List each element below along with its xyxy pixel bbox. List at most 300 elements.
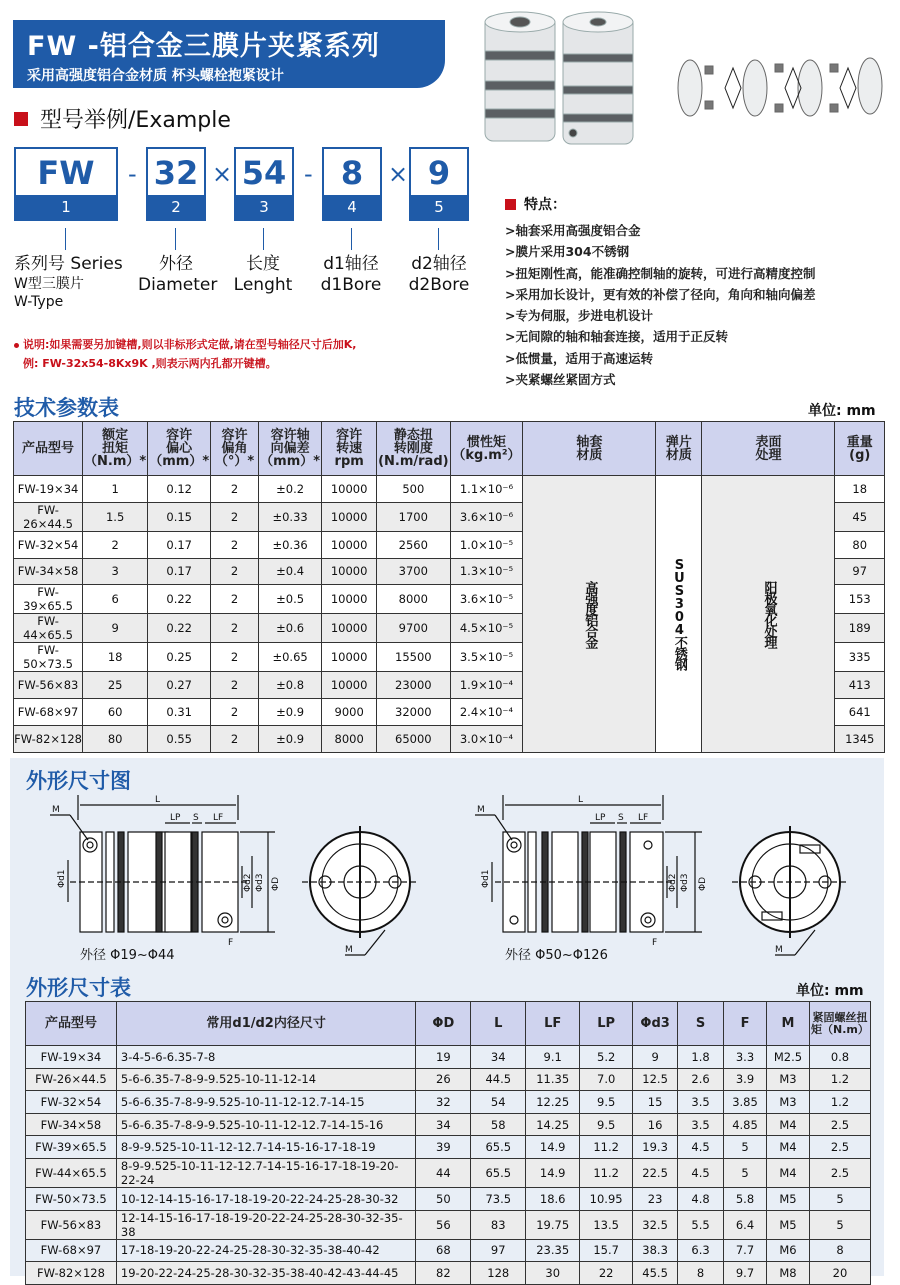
table-cell: 8000 <box>322 725 377 752</box>
label-length <box>228 254 298 296</box>
tech-table-title: 技术参数表 <box>14 396 119 420</box>
label-line: W-Type <box>14 294 64 310</box>
table-cell: 3.6×10⁻⁵ <box>450 585 523 614</box>
table-cell: 9 <box>633 1046 678 1069</box>
table-cell: M4 <box>766 1136 809 1159</box>
table-cell: 3 <box>83 558 148 585</box>
table-cell: 56 <box>416 1210 471 1239</box>
header-line: 惯性矩 <box>466 434 506 450</box>
dim-label-d2: Φd2 <box>668 873 678 892</box>
table-cell: 5.2 <box>580 1046 633 1069</box>
code-box-d2 <box>409 147 469 221</box>
dim-label-LP: LP <box>595 813 606 823</box>
table-cell: FW-44×65.5 <box>14 614 83 643</box>
table-cell: 2 <box>211 585 259 614</box>
product-photo <box>475 6 895 154</box>
code-box-diameter <box>146 147 206 221</box>
dim-label-D: ΦD <box>698 876 708 891</box>
table-cell: 3.6×10⁻⁶ <box>450 502 523 531</box>
connector-line <box>175 228 176 250</box>
header-line: rpm <box>334 454 364 469</box>
header-line: (N.m/rad) <box>378 454 449 469</box>
table-cell: 13.5 <box>580 1210 633 1239</box>
table-cell: 73.5 <box>471 1187 526 1210</box>
table-cell: 9.5 <box>580 1113 633 1136</box>
table-cell: 4.8 <box>678 1187 724 1210</box>
coupling-photo-1 <box>485 12 555 141</box>
table-cell: 1.1×10⁻⁶ <box>450 476 523 503</box>
label-line: 长度 <box>246 254 280 274</box>
table-cell: 3700 <box>377 558 451 585</box>
table-header-cell: F <box>724 1002 767 1046</box>
table-cell: 10000 <box>322 614 377 643</box>
dim-label-LP: LP <box>170 813 181 823</box>
header-line: （mm）* <box>260 454 321 469</box>
table-cell: 3.5×10⁻⁵ <box>450 643 523 672</box>
drawing-title: 外形尺寸图 <box>26 769 131 793</box>
table-cell: 3.85 <box>724 1091 767 1114</box>
table-cell: 9.1 <box>526 1046 580 1069</box>
table-cell: FW-32×54 <box>14 531 83 558</box>
table-cell: 97 <box>471 1239 526 1262</box>
code-box-d1 <box>322 147 382 221</box>
table-cell: 44.5 <box>471 1068 526 1091</box>
table-cell: 4.85 <box>724 1113 767 1136</box>
table-cell: 10000 <box>322 531 377 558</box>
header-line: 重量 <box>846 434 873 450</box>
table-cell: FW-34×58 <box>26 1113 117 1136</box>
code-index: 2 <box>148 195 204 219</box>
table-cell: 39 <box>416 1136 471 1159</box>
dim-label-L: L <box>155 795 161 805</box>
table-cell: FW-68×97 <box>26 1239 117 1262</box>
table-cell: 0.25 <box>148 643 211 672</box>
table-cell: ±0.33 <box>258 502 321 531</box>
label-line: Lenght <box>233 275 293 295</box>
table-cell: 1.0×10⁻⁵ <box>450 531 523 558</box>
label-line: 外径 <box>159 254 193 274</box>
header-line: 容许 <box>221 428 248 443</box>
table-cell: 8000 <box>377 585 451 614</box>
table-cell: 2 <box>211 502 259 531</box>
table-header-cell <box>14 422 83 476</box>
table-cell: 9000 <box>322 699 377 726</box>
table-cell: 20 <box>809 1262 870 1285</box>
table-cell: 335 <box>835 643 885 672</box>
table-cell: ±0.5 <box>258 585 321 614</box>
table-cell: 1 <box>83 476 148 503</box>
table-cell: ±0.9 <box>258 699 321 726</box>
table-cell: 58 <box>471 1113 526 1136</box>
table-cell: 8 <box>809 1239 870 1262</box>
table-cell: M2.5 <box>766 1046 809 1069</box>
caption-small: 外径 Φ19~Φ44 <box>80 948 175 963</box>
label-line: W型三膜片 <box>14 276 84 292</box>
exploded-view <box>678 58 882 116</box>
table-cell: 10.95 <box>580 1187 633 1210</box>
table-cell: ±0.2 <box>258 476 321 503</box>
table-header-cell <box>83 422 148 476</box>
table-cell: 44 <box>416 1158 471 1187</box>
table-cell: 0.8 <box>809 1046 870 1069</box>
table-cell: 1.9×10⁻⁴ <box>450 672 523 699</box>
table-header-cell: L <box>471 1002 526 1046</box>
table-cell: 9 <box>83 614 148 643</box>
table-cell: 1.8 <box>678 1046 724 1069</box>
table-cell: 2 <box>211 614 259 643</box>
table-cell: 16 <box>633 1113 678 1136</box>
table-cell: 0.12 <box>148 476 211 503</box>
code-value: 9 <box>427 154 451 192</box>
table-cell: 22 <box>580 1262 633 1285</box>
table-cell: 4.5×10⁻⁵ <box>450 614 523 643</box>
table-cell: 83 <box>471 1210 526 1239</box>
table-cell: 8-9-9.525-10-11-12-12.7-14-15-16-17-18-19 <box>116 1136 415 1159</box>
table-cell: 6.4 <box>724 1210 767 1239</box>
header-line: （mm）* <box>149 454 210 469</box>
code-separator: - <box>128 160 137 188</box>
table-cell: 2 <box>211 531 259 558</box>
table-row <box>26 1113 871 1136</box>
table-header-row <box>14 422 885 476</box>
header-line: 静态扭 <box>393 428 433 443</box>
table-row <box>26 1091 871 1114</box>
table-row <box>26 1136 871 1159</box>
table-cell: 1.3×10⁻⁵ <box>450 558 523 585</box>
bullet-square-icon <box>505 199 516 210</box>
table-cell: 65000 <box>377 725 451 752</box>
table-cell: 2 <box>211 643 259 672</box>
table-cell: 6.3 <box>678 1239 724 1262</box>
table-cell: 12.25 <box>526 1091 580 1114</box>
table-cell: ±0.8 <box>258 672 321 699</box>
table-cell: 68 <box>416 1239 471 1262</box>
table-cell: M3 <box>766 1091 809 1114</box>
table-cell: 19.3 <box>633 1136 678 1159</box>
table-cell: 18 <box>835 476 885 503</box>
table-cell: 17-18-19-20-22-24-25-28-30-32-35-38-40-42 <box>116 1239 415 1262</box>
header-line: （N.m）* <box>84 454 147 469</box>
table-cell: 32000 <box>377 699 451 726</box>
table-cell: 1345 <box>835 725 885 752</box>
dim-label-F: F <box>228 938 234 948</box>
table-cell: 2 <box>211 672 259 699</box>
table-cell: 0.31 <box>148 699 211 726</box>
table-cell: FW-82×128 <box>14 725 83 752</box>
code-value: 54 <box>241 154 287 192</box>
table-cell: 2 <box>211 699 259 726</box>
table-cell: 7.7 <box>724 1239 767 1262</box>
page-title: FW -铝合金三膜片夹紧系列 <box>27 31 380 62</box>
table-cell: 22.5 <box>633 1158 678 1187</box>
table-cell: 1700 <box>377 502 451 531</box>
dim-label-S: S <box>618 813 624 823</box>
dim-label-M: M <box>345 945 353 955</box>
feature-item: >扭矩刚性高，能准确控制轴的旋转，可进行高精度控制 <box>505 265 816 281</box>
dim-label-S: S <box>193 813 199 823</box>
table-cell: 26 <box>416 1068 471 1091</box>
table-header-cell: ΦD <box>416 1002 471 1046</box>
example-title: 型号举例/Example <box>40 108 231 133</box>
table-cell: FW-39×65.5 <box>26 1136 117 1159</box>
header-line: 偏心 <box>166 441 193 456</box>
table-cell: 11.2 <box>580 1136 633 1159</box>
table-cell: FW-34×58 <box>14 558 83 585</box>
table-cell: ±0.65 <box>258 643 321 672</box>
table-cell: 3.5 <box>678 1113 724 1136</box>
table-cell: 38.3 <box>633 1239 678 1262</box>
drawing-small-coupling <box>40 790 440 970</box>
table-cell: 0.15 <box>148 502 211 531</box>
table-cell: 19 <box>416 1046 471 1069</box>
table-cell: ±0.6 <box>258 614 321 643</box>
table-cell: 11.2 <box>580 1158 633 1187</box>
table-cell: 500 <box>377 476 451 503</box>
table-cell: 0.27 <box>148 672 211 699</box>
dimension-table <box>25 1001 871 1285</box>
table-cell: 3-4-5-6-6.35-7-8 <box>116 1046 415 1069</box>
table-header-cell <box>450 422 523 476</box>
table-cell: 8-9-9.525-10-11-12-12.7-14-15-16-17-18-19-20-22-24 <box>116 1158 415 1187</box>
dim-label-D: ΦD <box>271 876 281 891</box>
code-separator: - <box>304 160 313 188</box>
tech-table-unit: 单位: mm <box>808 403 876 419</box>
table-cell: M6 <box>766 1239 809 1262</box>
dim-label-M: M <box>775 945 783 955</box>
header-banner <box>13 20 445 88</box>
table-cell: 10-12-14-15-16-17-18-19-20-22-24-25-28-30-32 <box>116 1187 415 1210</box>
table-cell: 15.7 <box>580 1239 633 1262</box>
code-box-series <box>14 147 118 221</box>
merged-cell-hub-material: 高强度铝合金 <box>523 476 656 753</box>
table-cell: 4.5 <box>678 1136 724 1159</box>
table-cell: 1.5 <box>83 502 148 531</box>
header-line: 额定 <box>102 428 129 443</box>
table-header-cell: M <box>766 1002 809 1046</box>
table-cell: 45 <box>835 502 885 531</box>
label-line: d2轴径 <box>411 254 467 274</box>
label-line: d2Bore <box>408 275 470 295</box>
table-cell: 65.5 <box>471 1136 526 1159</box>
table-cell: 5 <box>809 1187 870 1210</box>
table-cell: M8 <box>766 1262 809 1285</box>
table-row <box>14 476 885 503</box>
feature-item: >采用加长设计，更有效的补偿了径向，角向和轴向偏差 <box>505 286 816 302</box>
table-header-cell <box>702 422 835 476</box>
dim-table-unit: 单位: mm <box>796 983 864 999</box>
table-header-cell <box>523 422 656 476</box>
table-cell: FW-50×73.5 <box>14 643 83 672</box>
table-cell: ±0.4 <box>258 558 321 585</box>
code-index: 1 <box>16 195 116 219</box>
label-diameter <box>138 254 218 296</box>
table-cell: 5 <box>724 1158 767 1187</box>
connector-line <box>263 228 264 250</box>
table-cell: 0.55 <box>148 725 211 752</box>
feature-item: >夹紧螺丝紧固方式 <box>505 372 616 388</box>
feature-item: >低惯量，适用于高速运转 <box>505 350 653 366</box>
caption-large: 外径 Φ50~Φ126 <box>505 948 608 963</box>
table-cell: 3.5 <box>678 1091 724 1114</box>
merged-cell-surface: 阳极氧化处理 <box>702 476 835 753</box>
table-row <box>26 1158 871 1187</box>
header-line: 容许 <box>336 428 363 443</box>
header-line: （°）* <box>214 454 255 469</box>
table-cell: 10000 <box>322 558 377 585</box>
table-header-cell <box>148 422 211 476</box>
header-line: 容许 <box>166 428 193 443</box>
table-cell: FW-44×65.5 <box>26 1158 117 1187</box>
table-cell: M5 <box>766 1210 809 1239</box>
table-cell: 189 <box>835 614 885 643</box>
table-cell: 641 <box>835 699 885 726</box>
feature-item: >膜片采用304不锈钢 <box>505 244 630 260</box>
label-series <box>14 254 123 311</box>
dim-label-LF: LF <box>213 813 224 823</box>
dim-label-d1: Φd1 <box>57 869 67 888</box>
bullet-dot-icon <box>14 343 19 348</box>
table-cell: 5 <box>724 1136 767 1159</box>
table-cell: 60 <box>83 699 148 726</box>
table-header-cell <box>656 422 702 476</box>
table-cell: 4.5 <box>678 1158 724 1187</box>
table-row <box>26 1046 871 1069</box>
table-header-cell <box>322 422 377 476</box>
header-line: 弹片 <box>665 434 692 450</box>
header-line: 轴套 <box>576 434 603 450</box>
keyway-note <box>14 335 356 373</box>
table-cell: 3.9 <box>724 1068 767 1091</box>
code-separator: × <box>212 160 233 188</box>
table-cell: 0.22 <box>148 614 211 643</box>
table-cell: 32 <box>416 1091 471 1114</box>
table-cell: 34 <box>416 1113 471 1136</box>
table-cell: 2.5 <box>809 1158 870 1187</box>
table-cell: 10000 <box>322 502 377 531</box>
label-line: d1Bore <box>320 275 382 295</box>
example-heading <box>14 103 231 134</box>
table-cell: 2.6 <box>678 1068 724 1091</box>
connector-line <box>65 228 66 250</box>
table-cell: 0.17 <box>148 558 211 585</box>
dim-label-F: F <box>652 938 658 948</box>
table-cell: 14.9 <box>526 1136 580 1159</box>
drawing-large-coupling <box>470 790 870 970</box>
header-line: 向偏差 <box>270 441 310 456</box>
features-list <box>505 220 815 390</box>
table-cell: 3.3 <box>724 1046 767 1069</box>
header-line: 偏角 <box>221 441 248 456</box>
table-cell: 19.75 <box>526 1210 580 1239</box>
code-index: 3 <box>236 195 292 219</box>
table-cell: 14.9 <box>526 1158 580 1187</box>
table-cell: 5-6-6.35-7-8-9-9.525-10-11-12-12.7-14-15-16 <box>116 1113 415 1136</box>
feature-item: >轴套采用高强度铝合金 <box>505 223 641 238</box>
table-cell: 5-6-6.35-7-8-9-9.525-10-11-12-14 <box>116 1068 415 1091</box>
table-cell: FW-39×65.5 <box>14 585 83 614</box>
dim-table-title: 外形尺寸表 <box>26 976 131 1000</box>
feature-item: >无间隙的轴和轴套连接，适用于正反转 <box>505 329 728 345</box>
table-cell: 30 <box>526 1262 580 1285</box>
table-cell: 12.5 <box>633 1068 678 1091</box>
table-cell: 97 <box>835 558 885 585</box>
merged-cell-disc-material: SUS304不锈钢 <box>656 476 702 753</box>
table-cell: FW-50×73.5 <box>26 1187 117 1210</box>
table-cell: 2 <box>211 725 259 752</box>
table-cell: FW-32×54 <box>26 1091 117 1114</box>
table-header-cell: S <box>678 1002 724 1046</box>
table-cell: ±0.9 <box>258 725 321 752</box>
header-line: 处理 <box>755 447 782 463</box>
table-cell: 25 <box>83 672 148 699</box>
coupling-photo-2 <box>563 12 633 144</box>
table-cell: 8 <box>678 1262 724 1285</box>
table-header-cell: LF <box>526 1002 580 1046</box>
table-cell: 50 <box>416 1187 471 1210</box>
table-cell: 0.17 <box>148 531 211 558</box>
table-cell: 10000 <box>322 672 377 699</box>
table-header-cell <box>258 422 321 476</box>
table-row <box>26 1262 871 1285</box>
table-cell: 80 <box>835 531 885 558</box>
table-row <box>26 1187 871 1210</box>
table-cell: 3.0×10⁻⁴ <box>450 725 523 752</box>
label-line: Diameter <box>138 275 218 295</box>
table-cell: 34 <box>471 1046 526 1069</box>
table-cell: 5-6-6.35-7-8-9-9.525-10-11-12-12.7-14-15 <box>116 1091 415 1114</box>
code-index: 4 <box>324 195 380 219</box>
table-cell: M3 <box>766 1068 809 1091</box>
tech-params-table <box>13 421 885 753</box>
table-cell: FW-26×44.5 <box>14 502 83 531</box>
code-value: FW <box>37 154 95 192</box>
dim-label-d3: Φd3 <box>680 873 690 892</box>
table-header-cell <box>377 422 451 476</box>
header-line: 容许轴 <box>270 428 310 443</box>
table-cell: 5 <box>809 1210 870 1239</box>
dim-label-LF: LF <box>638 813 649 823</box>
table-cell: ±0.36 <box>258 531 321 558</box>
table-cell: 9.5 <box>580 1091 633 1114</box>
header-line: 扭矩 <box>102 441 129 456</box>
table-cell: M4 <box>766 1158 809 1187</box>
table-cell: 9700 <box>377 614 451 643</box>
table-cell: 1.2 <box>809 1091 870 1114</box>
table-cell: 65.5 <box>471 1158 526 1187</box>
table-header-cell <box>835 422 885 476</box>
table-cell: 153 <box>835 585 885 614</box>
code-value: 8 <box>340 154 364 192</box>
table-cell: 18.6 <box>526 1187 580 1210</box>
code-index: 5 <box>411 195 467 219</box>
table-cell: 32.5 <box>633 1210 678 1239</box>
header-line: 转刚度 <box>393 441 433 456</box>
table-cell: 2 <box>83 531 148 558</box>
bullet-square-icon <box>14 112 28 126</box>
table-cell: 0.22 <box>148 585 211 614</box>
table-cell: 413 <box>835 672 885 699</box>
table-cell: 6 <box>83 585 148 614</box>
table-cell: FW-56×83 <box>26 1210 117 1239</box>
table-cell: 1.2 <box>809 1068 870 1091</box>
table-cell: 12-14-15-16-17-18-19-20-22-24-25-28-30-32-35-38 <box>116 1210 415 1239</box>
features-heading <box>505 194 815 214</box>
dim-label-M: M <box>477 805 485 815</box>
table-cell: M5 <box>766 1187 809 1210</box>
header-line: 表面 <box>755 434 782 450</box>
connector-line <box>438 228 439 250</box>
table-cell: 18 <box>83 643 148 672</box>
